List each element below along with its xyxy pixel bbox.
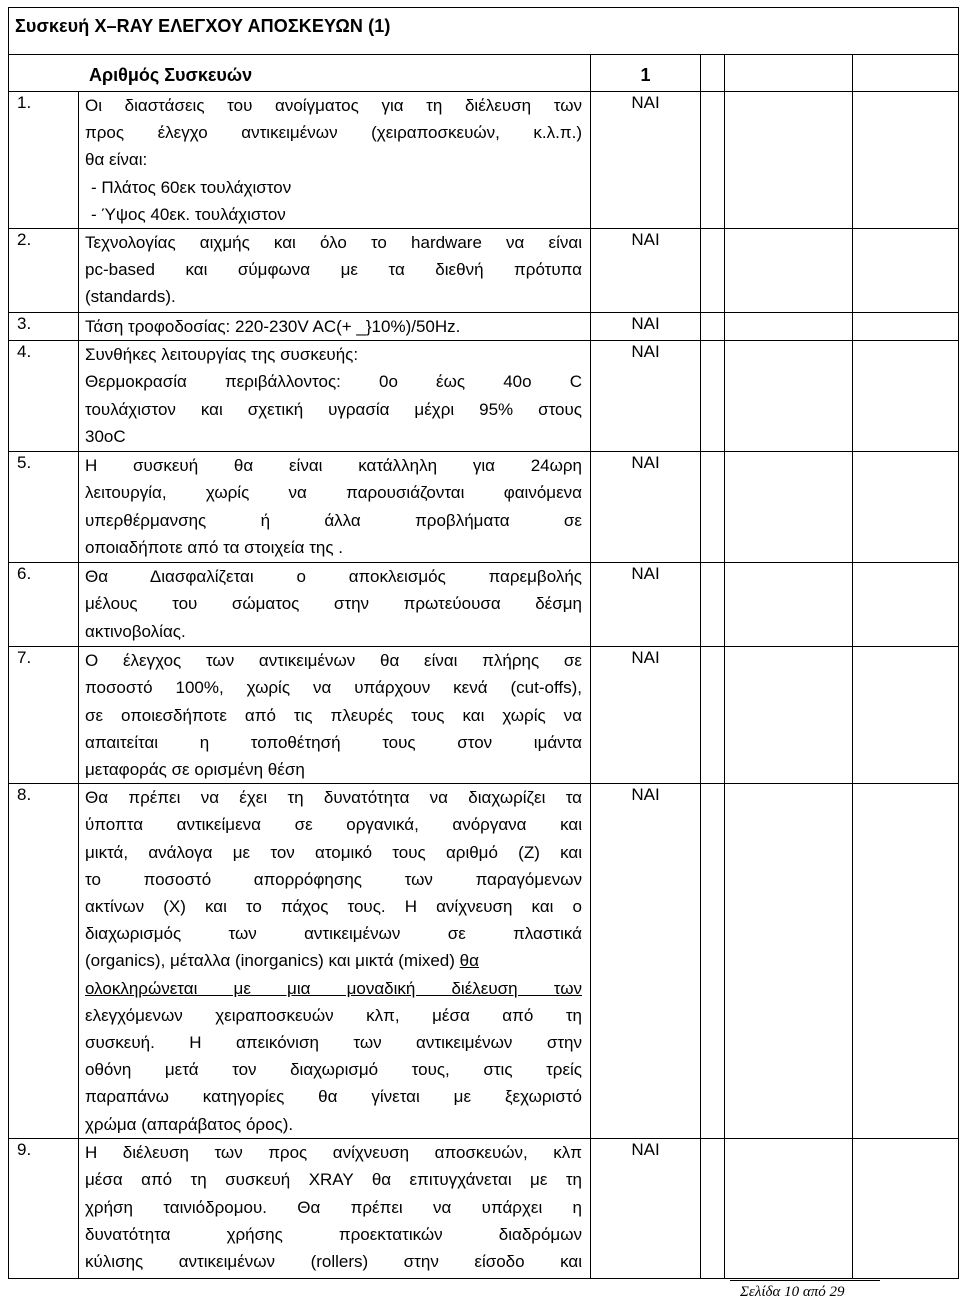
spec-table [8, 7, 959, 1279]
row-answer: ΝΑΙ [591, 563, 701, 647]
row-description: Ο έλεγχος των αντικειμένων θα είναι πλήρης σε ποσοστό 100%, χωρίς να υπάρχουν κενά (cut-offs), σε οποιεσδήποτε από τις πλευρές τους και χωρίς να απαιτείται η τοποθέτησή τους στον ιμάντα μεταφοράς σε ορισμένη θέση [79, 647, 591, 784]
row-number: 3. [9, 313, 79, 341]
row-description: Θα πρέπει να έχει τη δυνατότητα να διαχωρίζει τα ύποπτα αντικείμενα σε οργανικά, ανόργανα και μικτά, ανάλογα με τον ατομικό τους αριθμό (Ζ) και το ποσοστό απορρόφησης των παραγόμενων ακτίνων (Χ) και το πάχος τους. Η ανίχνευση και ο διαχωρισμός των αντικειμένων σε πλαστικά (organics), μέταλλα (inorganics) και μικτά (mixed) θα ολοκληρώνεται με μια μοναδική διέλευση των ελεγχόμενων χειραποσκευών κλπ, μέσα από τη συσκευή. Η απεικόνιση των αντικειμένων στην οθόνη μετά τον διαχωρισμό τους, στις τρείς παραπάνω κατηγορίες θα γίνεται με ξεχωριστό χρώμα (απαράβατος όρος). [79, 784, 591, 1139]
device-count-value: 1 [591, 55, 701, 92]
table-row [9, 563, 959, 647]
row-number: 9. [9, 1139, 79, 1279]
table-row [9, 341, 959, 452]
table-row [9, 784, 959, 1139]
row-description: Τεχνολογίας αιχμής και όλο το hardware να είναι pc-based και σύμφωνα με τα διεθνή πρότυπα (standards). [79, 229, 591, 313]
title-row [9, 8, 959, 55]
row-answer: ΝΑΙ [591, 784, 701, 1139]
row-answer: ΝΑΙ [591, 647, 701, 784]
footer-divider [730, 1280, 880, 1281]
row-answer: ΝΑΙ [591, 313, 701, 341]
row-answer: ΝΑΙ [591, 1139, 701, 1279]
underlined-text: θα [459, 951, 479, 971]
table-row [9, 313, 959, 341]
row-number: 6. [9, 563, 79, 647]
row-number: 2. [9, 229, 79, 313]
table-row [9, 229, 959, 313]
row-number: 8. [9, 784, 79, 1139]
row-answer: ΝΑΙ [591, 341, 701, 452]
row-number: 4. [9, 341, 79, 452]
header-row [9, 55, 959, 92]
table-row [9, 452, 959, 563]
row-answer: ΝΑΙ [591, 92, 701, 229]
table-row [9, 92, 959, 229]
row-answer: ΝΑΙ [591, 229, 701, 313]
page-footer: Σελίδα 10 από 29 [740, 1284, 845, 1300]
row-number: 5. [9, 452, 79, 563]
row-description: Θα Διασφαλίζεται ο αποκλεισμός παρεμβολής μέλους του σώματος στην πρωτεύουσα δέσμη ακτινοβολίας. [79, 563, 591, 647]
table-row [9, 647, 959, 784]
row-description: Η διέλευση των προς ανίχνευση αποσκευών, κλπ μέσα από τη συσκευή XRAY θα επιτυγχάνεται με τη χρήση ταινιόδρομου. Θα πρέπει να υπάρχει η δυνατότητα χρήσης προεκτατικών διαδρόμων κύλισης αντικειμένων (rollers) στην είσοδο και [79, 1139, 591, 1279]
spec-sheet [8, 7, 958, 1279]
table-row [9, 1139, 959, 1279]
row-description: Η συσκευή θα είναι κατάλληλη για 24ωρη λειτουργία, χωρίς να παρουσιάζονται φαινόμενα υπερθέρμανσης ή άλλα προβλήματα σε οποιαδήποτε από τα στοιχεία της . [79, 452, 591, 563]
row-description: Συνθήκες λειτουργίας της συσκευής: Θερμοκρασία περιβάλλοντος: 0o έως 40o C τουλάχιστον και σχετική υγρασία μέχρι 95% στους 30oC [79, 341, 591, 452]
table-title: Συσκευή X–RAY ΕΛΕΓΧΟΥ ΑΠΟΣΚΕΥΩΝ (1) [9, 8, 959, 55]
row-number: 7. [9, 647, 79, 784]
row-description: Οι διαστάσεις του ανοίγματος για τη διέλευση των προς έλεγχο αντικειμένων (χειραποσκευών, κ.λ.π.) θα είναι: - Πλάτος 60εκ τουλάχιστον - Ύψος 40εκ. τουλάχιστον [79, 92, 591, 229]
device-count-label: Αριθμός Συσκευών [9, 55, 591, 92]
row-number: 1. [9, 92, 79, 229]
row-description: Τάση τροφοδοσίας: 220-230V AC(+ _}10%)/50Hz. [79, 313, 591, 341]
row-answer: ΝΑΙ [591, 452, 701, 563]
